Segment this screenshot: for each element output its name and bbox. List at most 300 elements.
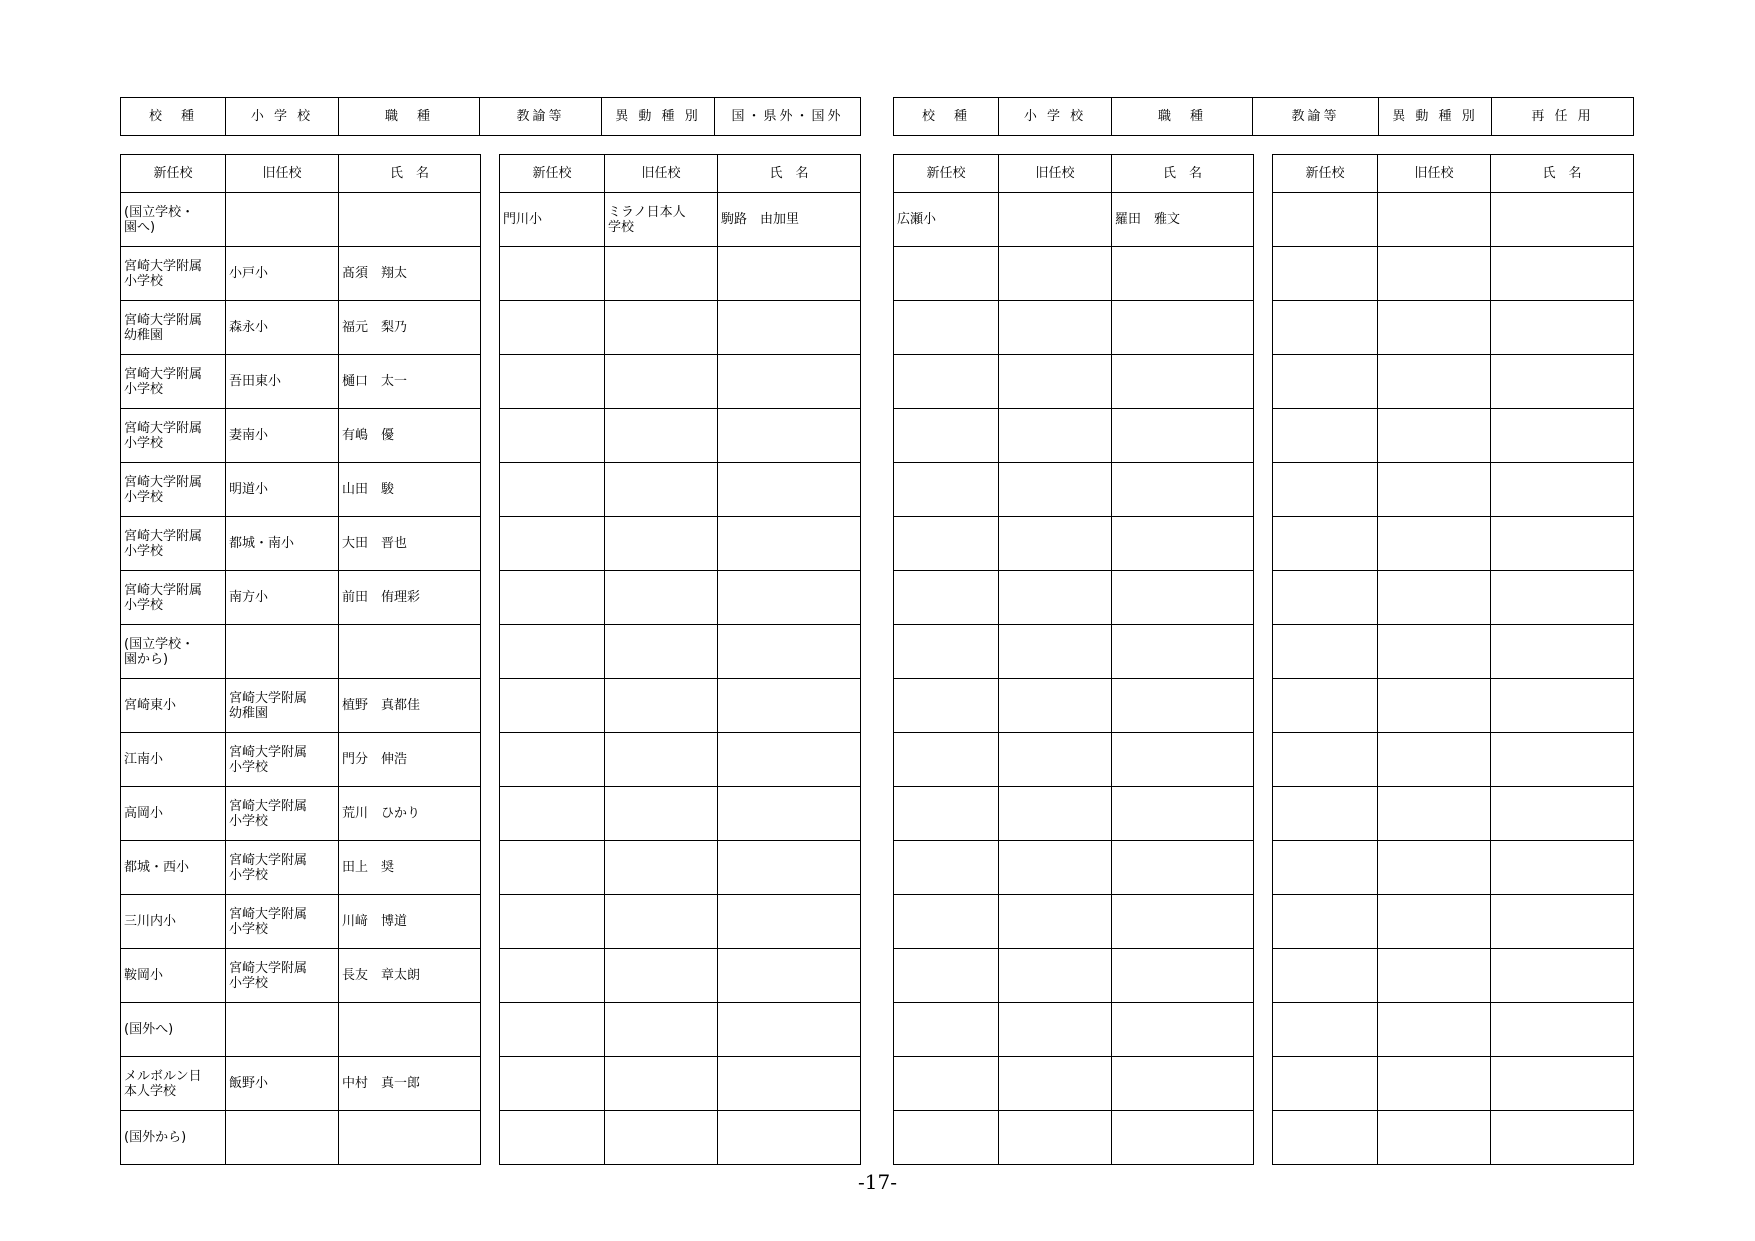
new-school-cell xyxy=(500,895,605,949)
table-row xyxy=(121,841,481,895)
column-header-new-school: 新任校 xyxy=(1273,155,1378,193)
old-school-cell xyxy=(1378,1057,1491,1111)
table-row xyxy=(500,841,861,895)
transfer-table-3 xyxy=(893,154,1254,1165)
name-cell xyxy=(1112,517,1254,571)
table-row xyxy=(500,193,861,247)
new-school-cell xyxy=(1273,409,1378,463)
name-cell xyxy=(1491,625,1634,679)
table-row xyxy=(500,625,861,679)
name-cell xyxy=(718,463,861,517)
table-row xyxy=(894,463,1254,517)
old-school-cell xyxy=(226,193,339,247)
old-school-cell: 宮崎大学附属 小学校 xyxy=(226,787,339,841)
name-cell xyxy=(718,679,861,733)
table-row xyxy=(121,625,481,679)
table-row xyxy=(121,1003,481,1057)
table-row xyxy=(1273,787,1634,841)
new-school-cell xyxy=(500,1111,605,1165)
table-row xyxy=(500,679,861,733)
old-school-cell xyxy=(1378,841,1491,895)
name-cell xyxy=(718,301,861,355)
label-school-type: 校 種 xyxy=(121,98,226,136)
column-header-new-school: 新任校 xyxy=(894,155,999,193)
new-school-cell xyxy=(894,409,999,463)
table-row xyxy=(894,949,1254,1003)
old-school-cell xyxy=(605,1057,718,1111)
old-school-cell: 飯野小 xyxy=(226,1057,339,1111)
table-row xyxy=(121,679,481,733)
old-school-cell xyxy=(999,625,1112,679)
value-school-type: 小 学 校 xyxy=(226,98,339,136)
table-row xyxy=(121,247,481,301)
name-cell xyxy=(718,571,861,625)
table-row xyxy=(121,895,481,949)
table-row xyxy=(500,1111,861,1165)
name-cell xyxy=(1112,679,1254,733)
new-school-cell xyxy=(894,1057,999,1111)
table-row xyxy=(1273,301,1634,355)
page-number: -17- xyxy=(858,1170,897,1194)
label-job-type: 職 種 xyxy=(1112,98,1253,136)
table-row xyxy=(500,301,861,355)
new-school-cell: 広瀬小 xyxy=(894,193,999,247)
table-row xyxy=(500,949,861,1003)
new-school-cell xyxy=(500,517,605,571)
new-school-cell xyxy=(1273,1057,1378,1111)
column-header-name: 氏 名 xyxy=(1491,155,1634,193)
old-school-cell xyxy=(1378,949,1491,1003)
table-row xyxy=(1273,1111,1634,1165)
new-school-cell: 宮崎大学附属 幼稚園 xyxy=(121,301,226,355)
old-school-cell xyxy=(1378,355,1491,409)
new-school-cell: 宮崎大学附属 小学校 xyxy=(121,247,226,301)
old-school-cell xyxy=(226,1111,339,1165)
name-cell: 福元 梨乃 xyxy=(339,301,481,355)
name-cell: 駒路 由加里 xyxy=(718,193,861,247)
new-school-cell xyxy=(500,301,605,355)
old-school-cell xyxy=(999,571,1112,625)
name-cell xyxy=(1491,247,1634,301)
name-cell xyxy=(1491,463,1634,517)
name-cell xyxy=(1112,571,1254,625)
name-cell xyxy=(718,949,861,1003)
label-transfer-kind: 異 動 種 別 xyxy=(1379,98,1492,136)
new-school-cell xyxy=(894,571,999,625)
new-school-cell: 門川小 xyxy=(500,193,605,247)
new-school-cell xyxy=(894,733,999,787)
name-cell: 樋口 太一 xyxy=(339,355,481,409)
old-school-cell xyxy=(605,787,718,841)
old-school-cell xyxy=(999,679,1112,733)
table-row xyxy=(1273,1057,1634,1111)
name-cell xyxy=(718,355,861,409)
table-row xyxy=(894,733,1254,787)
table-row xyxy=(1273,247,1634,301)
name-cell xyxy=(718,1003,861,1057)
name-cell xyxy=(1112,733,1254,787)
table-row xyxy=(121,193,481,247)
new-school-cell xyxy=(500,1057,605,1111)
old-school-cell xyxy=(999,1111,1112,1165)
old-school-cell xyxy=(999,193,1112,247)
new-school-cell xyxy=(894,301,999,355)
table-row xyxy=(1273,679,1634,733)
name-cell xyxy=(1491,301,1634,355)
name-cell xyxy=(1491,733,1634,787)
label-job-type: 職 種 xyxy=(339,98,480,136)
name-cell xyxy=(339,1003,481,1057)
table-row xyxy=(500,463,861,517)
new-school-cell xyxy=(1273,355,1378,409)
old-school-cell xyxy=(605,247,718,301)
new-school-cell xyxy=(1273,679,1378,733)
old-school-cell xyxy=(1378,1111,1491,1165)
table-row xyxy=(894,409,1254,463)
name-cell xyxy=(1112,841,1254,895)
name-cell xyxy=(1491,1057,1634,1111)
table-row xyxy=(894,571,1254,625)
new-school-cell: 宮崎大学附属 小学校 xyxy=(121,571,226,625)
table-row xyxy=(894,1057,1254,1111)
table-row xyxy=(121,787,481,841)
new-school-cell xyxy=(500,841,605,895)
new-school-cell: (国外から) xyxy=(121,1111,226,1165)
old-school-cell xyxy=(999,895,1112,949)
name-cell xyxy=(1491,1111,1634,1165)
old-school-cell xyxy=(999,355,1112,409)
new-school-cell xyxy=(1273,733,1378,787)
table-row xyxy=(121,733,481,787)
old-school-cell xyxy=(1378,301,1491,355)
old-school-cell: 宮崎大学附属 小学校 xyxy=(226,841,339,895)
old-school-cell xyxy=(999,787,1112,841)
table-row xyxy=(894,517,1254,571)
name-cell: 前田 侑理彩 xyxy=(339,571,481,625)
name-cell xyxy=(718,1057,861,1111)
name-cell xyxy=(1112,1057,1254,1111)
table-row xyxy=(500,1057,861,1111)
name-cell xyxy=(1112,301,1254,355)
name-cell xyxy=(1491,409,1634,463)
old-school-cell: 都城・南小 xyxy=(226,517,339,571)
new-school-cell xyxy=(894,355,999,409)
new-school-cell: (国外へ) xyxy=(121,1003,226,1057)
old-school-cell xyxy=(999,949,1112,1003)
old-school-cell xyxy=(605,517,718,571)
name-cell xyxy=(1112,1111,1254,1165)
table-row xyxy=(894,301,1254,355)
name-cell xyxy=(1491,787,1634,841)
table-row xyxy=(500,733,861,787)
old-school-cell xyxy=(605,355,718,409)
name-cell xyxy=(1491,193,1634,247)
name-cell xyxy=(1491,517,1634,571)
old-school-cell xyxy=(1378,679,1491,733)
old-school-cell xyxy=(999,841,1112,895)
value-transfer-kind: 再 任 用 xyxy=(1492,98,1634,136)
column-header-name: 氏 名 xyxy=(718,155,861,193)
name-cell xyxy=(1491,895,1634,949)
new-school-cell xyxy=(1273,949,1378,1003)
new-school-cell: 宮崎大学附属 小学校 xyxy=(121,355,226,409)
new-school-cell xyxy=(894,517,999,571)
old-school-cell: 森永小 xyxy=(226,301,339,355)
table-row xyxy=(894,841,1254,895)
new-school-cell xyxy=(500,679,605,733)
old-school-cell xyxy=(605,409,718,463)
table-row xyxy=(500,517,861,571)
name-cell xyxy=(718,247,861,301)
new-school-cell xyxy=(894,895,999,949)
new-school-cell: (国立学校・ 園から) xyxy=(121,625,226,679)
table-row xyxy=(121,409,481,463)
name-cell: 大田 晋也 xyxy=(339,517,481,571)
table-row xyxy=(500,895,861,949)
table-row xyxy=(1273,517,1634,571)
value-school-type: 小 学 校 xyxy=(999,98,1112,136)
table-row xyxy=(894,1003,1254,1057)
new-school-cell xyxy=(1273,301,1378,355)
new-school-cell xyxy=(894,1003,999,1057)
table-row xyxy=(121,301,481,355)
new-school-cell: 江南小 xyxy=(121,733,226,787)
name-cell xyxy=(718,409,861,463)
new-school-cell: 鞍岡小 xyxy=(121,949,226,1003)
name-cell xyxy=(718,733,861,787)
table-row xyxy=(121,571,481,625)
new-school-cell xyxy=(1273,787,1378,841)
new-school-cell: メルボルン日 本人学校 xyxy=(121,1057,226,1111)
old-school-cell: 南方小 xyxy=(226,571,339,625)
name-cell: 山田 駿 xyxy=(339,463,481,517)
name-cell xyxy=(1112,247,1254,301)
table-row xyxy=(894,895,1254,949)
name-cell xyxy=(718,1111,861,1165)
new-school-cell: 宮崎大学附属 小学校 xyxy=(121,517,226,571)
new-school-cell xyxy=(1273,463,1378,517)
table-row xyxy=(121,949,481,1003)
new-school-cell xyxy=(1273,247,1378,301)
old-school-cell xyxy=(1378,517,1491,571)
table-row xyxy=(1273,1003,1634,1057)
name-cell xyxy=(1491,841,1634,895)
new-school-cell: 宮崎東小 xyxy=(121,679,226,733)
table-row xyxy=(500,571,861,625)
old-school-cell xyxy=(999,1003,1112,1057)
name-cell xyxy=(1112,463,1254,517)
new-school-cell xyxy=(1273,517,1378,571)
column-header-new-school: 新任校 xyxy=(500,155,605,193)
name-cell: 有嶋 優 xyxy=(339,409,481,463)
old-school-cell xyxy=(605,463,718,517)
name-cell xyxy=(1112,355,1254,409)
name-cell xyxy=(339,193,481,247)
new-school-cell: 都城・西小 xyxy=(121,841,226,895)
header-right xyxy=(893,97,1634,136)
new-school-cell xyxy=(500,787,605,841)
new-school-cell xyxy=(894,841,999,895)
new-school-cell xyxy=(1273,1111,1378,1165)
name-cell xyxy=(1491,571,1634,625)
name-cell xyxy=(339,1111,481,1165)
name-cell: 植野 真都佳 xyxy=(339,679,481,733)
new-school-cell xyxy=(894,625,999,679)
old-school-cell: 明道小 xyxy=(226,463,339,517)
name-cell xyxy=(1112,895,1254,949)
table-row xyxy=(1273,355,1634,409)
table-row xyxy=(894,247,1254,301)
old-school-cell: 小戸小 xyxy=(226,247,339,301)
old-school-cell xyxy=(999,247,1112,301)
transfer-table-4 xyxy=(1272,154,1634,1165)
old-school-cell xyxy=(999,1057,1112,1111)
new-school-cell xyxy=(1273,841,1378,895)
table-row xyxy=(121,355,481,409)
old-school-cell xyxy=(1378,1003,1491,1057)
name-cell xyxy=(718,625,861,679)
name-cell xyxy=(1112,1003,1254,1057)
new-school-cell xyxy=(894,463,999,517)
new-school-cell xyxy=(500,247,605,301)
old-school-cell xyxy=(1378,193,1491,247)
old-school-cell xyxy=(1378,787,1491,841)
name-cell xyxy=(1112,949,1254,1003)
name-cell xyxy=(718,517,861,571)
new-school-cell xyxy=(1273,193,1378,247)
transfer-table-1 xyxy=(120,154,481,1165)
old-school-cell xyxy=(605,625,718,679)
old-school-cell xyxy=(1378,571,1491,625)
old-school-cell xyxy=(999,517,1112,571)
old-school-cell xyxy=(226,1003,339,1057)
old-school-cell: 宮崎大学附属 小学校 xyxy=(226,949,339,1003)
old-school-cell xyxy=(1378,409,1491,463)
name-cell: 田上 奨 xyxy=(339,841,481,895)
table-row xyxy=(121,463,481,517)
table-row xyxy=(1273,409,1634,463)
name-cell: 髙須 翔太 xyxy=(339,247,481,301)
new-school-cell xyxy=(500,733,605,787)
new-school-cell xyxy=(1273,571,1378,625)
value-transfer-kind: 国・県外・国外 xyxy=(715,98,861,136)
old-school-cell xyxy=(999,463,1112,517)
table-row xyxy=(894,355,1254,409)
name-cell xyxy=(1112,625,1254,679)
name-cell xyxy=(1491,949,1634,1003)
new-school-cell: 高岡小 xyxy=(121,787,226,841)
value-job-type: 教諭等 xyxy=(1253,98,1379,136)
column-header-old-school: 旧任校 xyxy=(1378,155,1491,193)
new-school-cell xyxy=(500,571,605,625)
table-row xyxy=(1273,571,1634,625)
table-row xyxy=(1273,193,1634,247)
old-school-cell xyxy=(605,895,718,949)
name-cell xyxy=(1491,679,1634,733)
name-cell xyxy=(1491,1003,1634,1057)
table-row xyxy=(1273,733,1634,787)
old-school-cell xyxy=(999,733,1112,787)
new-school-cell xyxy=(894,787,999,841)
table-row xyxy=(894,625,1254,679)
table-row xyxy=(500,355,861,409)
table-row xyxy=(121,1057,481,1111)
new-school-cell xyxy=(500,355,605,409)
old-school-cell: 宮崎大学附属 小学校 xyxy=(226,895,339,949)
old-school-cell: 宮崎大学附属 幼稚園 xyxy=(226,679,339,733)
old-school-cell xyxy=(605,1003,718,1057)
column-header-old-school: 旧任校 xyxy=(999,155,1112,193)
old-school-cell: ミラノ日本人 学校 xyxy=(605,193,718,247)
name-cell xyxy=(718,787,861,841)
label-transfer-kind: 異 動 種 別 xyxy=(602,98,715,136)
old-school-cell xyxy=(1378,463,1491,517)
old-school-cell xyxy=(605,841,718,895)
name-cell xyxy=(339,625,481,679)
name-cell xyxy=(1112,409,1254,463)
table-row xyxy=(1273,463,1634,517)
new-school-cell: (国立学校・ 園へ) xyxy=(121,193,226,247)
old-school-cell xyxy=(226,625,339,679)
new-school-cell xyxy=(1273,625,1378,679)
table-row xyxy=(1273,841,1634,895)
value-job-type: 教諭等 xyxy=(480,98,602,136)
old-school-cell xyxy=(605,1111,718,1165)
table-row xyxy=(1273,895,1634,949)
new-school-cell xyxy=(894,247,999,301)
old-school-cell xyxy=(1378,247,1491,301)
table-row xyxy=(121,1111,481,1165)
old-school-cell xyxy=(605,949,718,1003)
column-header-old-school: 旧任校 xyxy=(605,155,718,193)
transfer-table-2 xyxy=(499,154,861,1165)
name-cell: 中村 真一郎 xyxy=(339,1057,481,1111)
table-row xyxy=(894,193,1254,247)
new-school-cell: 宮崎大学附属 小学校 xyxy=(121,463,226,517)
name-cell xyxy=(718,895,861,949)
new-school-cell xyxy=(500,949,605,1003)
old-school-cell xyxy=(605,571,718,625)
new-school-cell xyxy=(894,1111,999,1165)
table-row xyxy=(500,1003,861,1057)
table-row xyxy=(500,247,861,301)
column-header-new-school: 新任校 xyxy=(121,155,226,193)
table-row xyxy=(500,787,861,841)
table-row xyxy=(1273,625,1634,679)
table-row xyxy=(121,517,481,571)
new-school-cell xyxy=(894,679,999,733)
old-school-cell xyxy=(1378,895,1491,949)
old-school-cell xyxy=(1378,625,1491,679)
column-header-name: 氏 名 xyxy=(339,155,481,193)
table-row xyxy=(894,787,1254,841)
name-cell: 荒川 ひかり xyxy=(339,787,481,841)
new-school-cell xyxy=(500,625,605,679)
old-school-cell xyxy=(605,733,718,787)
header-left xyxy=(120,97,861,136)
old-school-cell xyxy=(1378,733,1491,787)
name-cell xyxy=(1491,355,1634,409)
new-school-cell: 宮崎大学附属 小学校 xyxy=(121,409,226,463)
old-school-cell xyxy=(605,679,718,733)
old-school-cell xyxy=(999,301,1112,355)
column-header-old-school: 旧任校 xyxy=(226,155,339,193)
name-cell: 川﨑 博道 xyxy=(339,895,481,949)
new-school-cell xyxy=(500,409,605,463)
name-cell: 羅田 雅文 xyxy=(1112,193,1254,247)
table-row xyxy=(894,679,1254,733)
table-row xyxy=(894,1111,1254,1165)
